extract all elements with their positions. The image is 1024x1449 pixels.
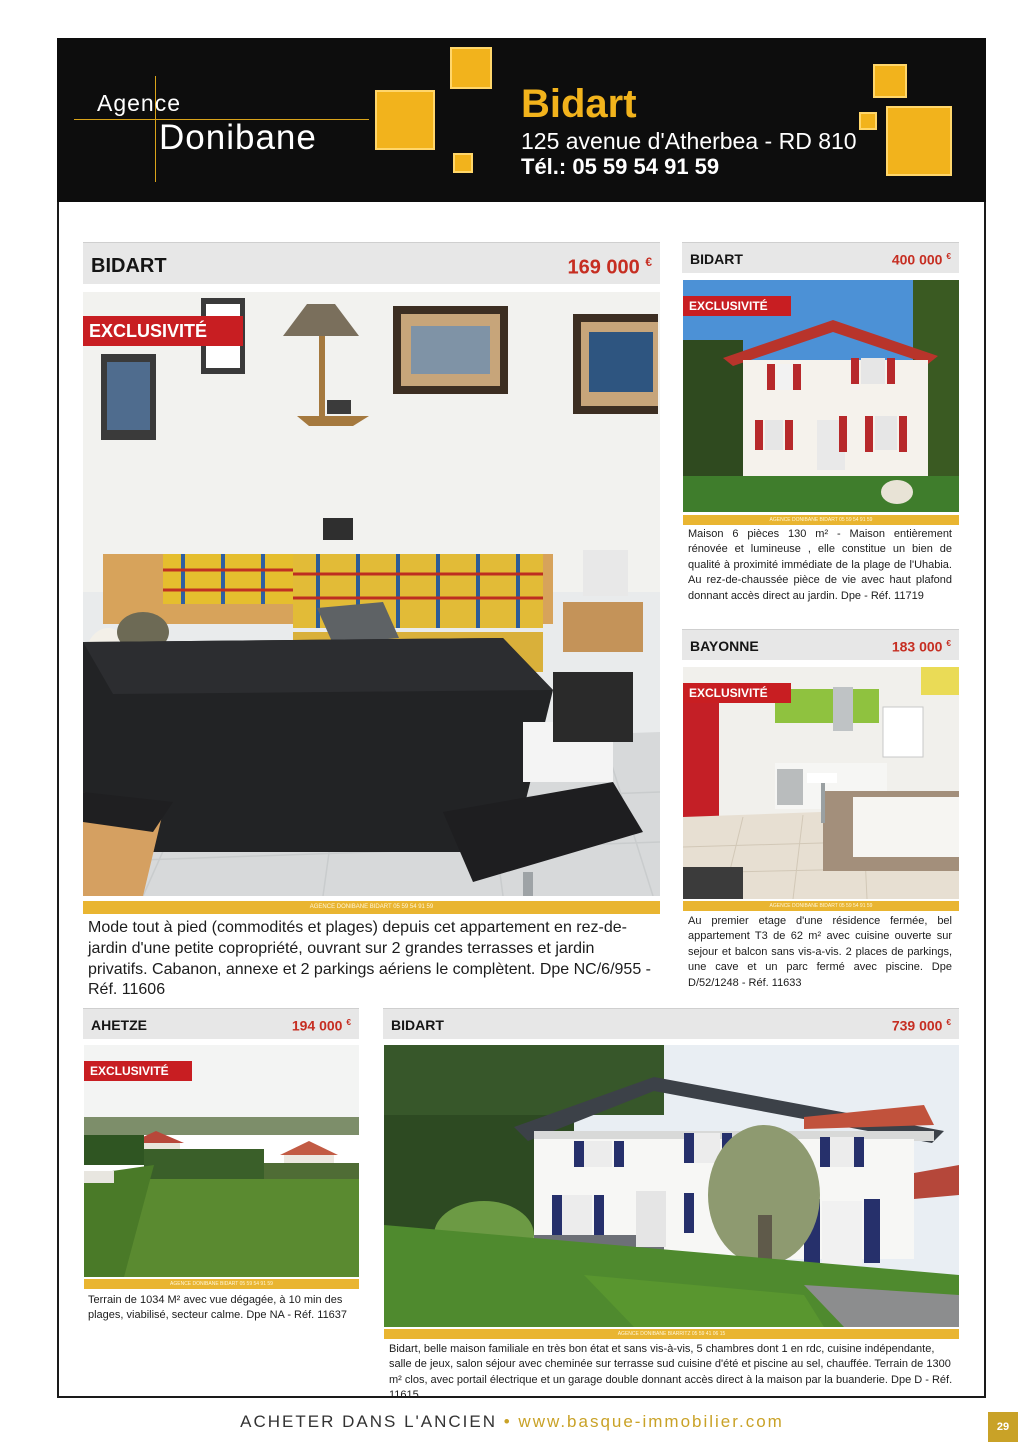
deco-square-large xyxy=(886,106,952,176)
listing-mid-right-currency: € xyxy=(946,638,951,648)
listing-bottom-left-bar xyxy=(83,1008,359,1039)
listing-mid-right-city: BAYONNE xyxy=(690,638,759,654)
deco-square-top xyxy=(873,64,907,98)
listing-bottom-left-currency: € xyxy=(346,1017,351,1027)
listing-top-right-price-value: 400 000 xyxy=(891,251,943,268)
listing-bottom-left-photo[interactable] xyxy=(84,1045,359,1277)
header-city: Bidart xyxy=(521,82,637,126)
deco-square-small xyxy=(859,112,877,130)
footer-separator: • xyxy=(503,1412,512,1431)
logo-square-large xyxy=(375,90,435,150)
agency-header xyxy=(57,38,986,202)
family-house-illustration xyxy=(384,1045,959,1327)
listing-mid-right-bar xyxy=(682,629,959,660)
logo-square-top xyxy=(450,47,492,89)
listing-bottom-left-city: AHETZE xyxy=(91,1017,147,1033)
living-room-illustration xyxy=(83,292,660,896)
listing-main-badge: EXCLUSIVITÉ xyxy=(83,316,243,346)
listing-mid-right-photo[interactable] xyxy=(683,667,959,899)
header-phone: Tél.: 05 59 54 91 59 xyxy=(521,154,720,179)
page-footer xyxy=(0,1412,1024,1432)
listing-top-right-price xyxy=(892,251,951,268)
listing-bottom-left-price-value: 194 000 xyxy=(291,1017,343,1034)
listing-top-right-photo[interactable] xyxy=(683,280,959,512)
listing-top-right-currency: € xyxy=(946,251,951,261)
listing-mid-right-price-value: 183 000 xyxy=(891,638,943,655)
listing-top-right-bar xyxy=(682,242,959,273)
listing-top-right-badge: EXCLUSIVITÉ xyxy=(683,296,791,316)
listing-mid-right-description: Au premier etage d'une résidence fermée, bel appartement T3 de 62 m² avec cuisine ouverte sur sejour et balcon sans vis-a-vis. 2 places de parkings, une cave et un parc fermé avec piscine. Dpe D/52/1248 - Réf. 11633 xyxy=(688,915,952,989)
listing-top-right-city: BIDART xyxy=(690,251,743,267)
footer-text: ACHETER DANS L'ANCIEN xyxy=(240,1412,497,1431)
listing-bottom-left-caption: AGENCE DONIBANE BIDART 05 59 54 91 59 xyxy=(84,1279,359,1289)
listing-bottom-right-currency: € xyxy=(946,1017,951,1027)
listing-mid-right-price xyxy=(892,638,951,655)
listing-top-right-description: Maison 6 pièces 130 m² - Maison entièrement rénovée et lumineuse , elle constitue un bien de qualité à proximité immédiate de la plage de l'Uhabia. Au rez-de-chaussée pièce de vie avec haut plafond donnant accès direct au jardin. Dpe - Réf. 11719 xyxy=(688,528,952,602)
listing-top-right-caption: AGENCE DONIBANE BIDART 05 59 54 91 59 xyxy=(683,515,959,525)
listing-bottom-right-bar xyxy=(383,1008,959,1039)
listing-main-currency: € xyxy=(645,255,652,269)
listing-main-bar xyxy=(83,242,660,284)
logo-square-small xyxy=(453,153,473,173)
listing-bottom-left-badge: EXCLUSIVITÉ xyxy=(84,1061,192,1081)
listing-bottom-left-price xyxy=(292,1017,351,1034)
listing-main-price-value: 169 000 xyxy=(567,256,640,279)
listing-main-caption: AGENCE DONIBANE BIDART 05 59 54 91 59 xyxy=(83,901,660,914)
listing-bottom-right-caption: AGENCE DONIBANE BIARRITZ 05 59 41 06 15 xyxy=(384,1329,959,1339)
listing-mid-right-badge: EXCLUSIVITÉ xyxy=(683,683,791,703)
listing-bottom-right-description: Bidart, belle maison familiale en très bon état et sans vis-à-vis, 5 chambres dont 1 en rdc, cuisine indépendante, salle de jeux, salon séjour avec cheminée sur terrasse sud cuisine d'été et piscine au sel, chauffée. Terrain de 1300 m² clos, avec portail électrique et un garage double donnant accès direct à la maison par la buanderie. Dpe D - Réf. 11615 xyxy=(389,1343,953,1402)
listing-bottom-right-price-value: 739 000 xyxy=(891,1017,943,1034)
listing-main-photo[interactable] xyxy=(83,292,660,896)
page-number: 29 xyxy=(988,1412,1018,1442)
listing-main-description: Mode tout à pied (commodités et plages) depuis cet appartement en rez-de-jardin d'une petite copropriété, ouvrant sur 2 grandes terrasses et jardin privatifs. Cabanon, annexe et 2 parkings aériens le complètent. Dpe NC/6/955 - Réf. 11606 xyxy=(88,919,651,999)
header-address: 125 avenue d'Atherbea - RD 810 xyxy=(521,128,857,154)
logo-donibane-text: Donibane xyxy=(159,118,317,157)
listing-mid-right-caption: AGENCE DONIBANE BIDART 05 59 54 91 59 xyxy=(683,901,959,911)
listing-bottom-left-description: Terrain de 1034 M² avec vue dégagée, à 10 min des plages, viabilisé, secteur calme. Dpe NA - Réf. 11637 xyxy=(88,1294,348,1322)
listing-main-city: BIDART xyxy=(91,255,167,277)
footer-url[interactable]: www.basque-immobilier.com xyxy=(518,1412,784,1431)
listing-main-price xyxy=(567,255,652,280)
logo-agence-text: Agence xyxy=(97,90,182,116)
listing-bottom-right-photo[interactable] xyxy=(384,1045,959,1327)
listing-bottom-right-city: BIDART xyxy=(391,1017,444,1033)
listing-bottom-right-price xyxy=(892,1017,951,1034)
